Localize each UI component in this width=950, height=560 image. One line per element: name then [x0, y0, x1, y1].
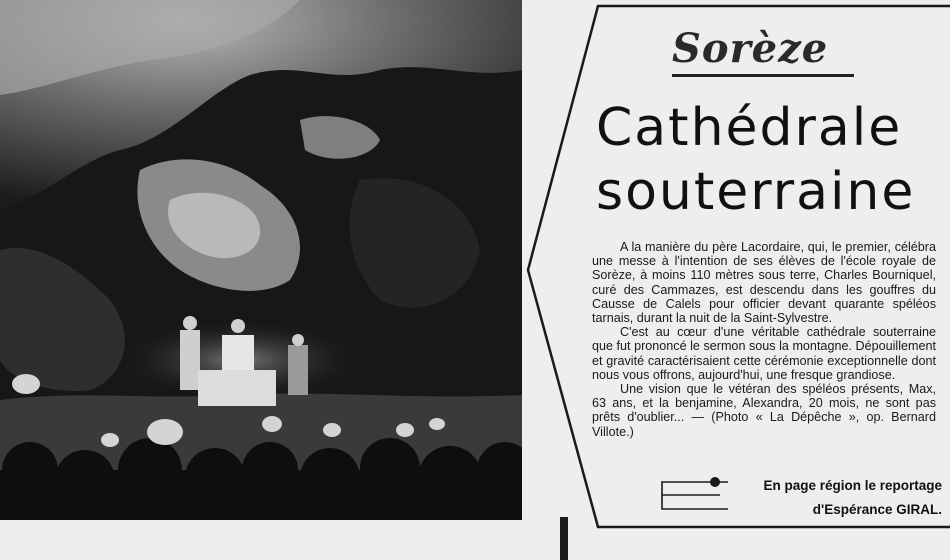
- headline-line-2: souterraine: [596, 162, 916, 222]
- paragraph-3: Une vision que le vétéran des spéléos présents, Max, 63 ans, et la benjamine, Alexandra, 20 mois, ne sont pas prêts d'oublier... — (Photo « La Dépêche », op. Bernard Villote.): [592, 382, 936, 439]
- teaser-line-1: En page région le reportage: [763, 478, 942, 493]
- brand-underline: [672, 74, 854, 77]
- article-headline: [596, 96, 936, 224]
- brand-title: Sorèze: [672, 25, 829, 72]
- headline-line-1: Cathédrale: [596, 98, 903, 158]
- paragraph-2: C'est au cœur d'une véritable cathédrale souterraine que fut prononcé le sermon sous la montagne. Dépouillement et gravité caractérisaient cette cérémonie exceptionnelle dont nous vous offrons, aujourd'hui, une fresque grandiose.: [592, 325, 936, 382]
- teaser-line-2: d'Espérance GIRAL.: [812, 502, 942, 517]
- paragraph-1: A la manière du père Lacordaire, qui, le premier, célébra une messe à l'intention de ses élèves de l'école royale de Sorèze, à moins 110 mètres sous terre, Charles Bourniquel, curé des Cammazes, est descendu dans les gouffres du Causse de Calels pour officier devant quarante spéléos tarnais, durant la nuit de la Saint-Sylvestre.: [592, 240, 936, 326]
- report-teaser: [730, 474, 942, 522]
- column-rule: [560, 517, 568, 560]
- article-body: [592, 240, 936, 439]
